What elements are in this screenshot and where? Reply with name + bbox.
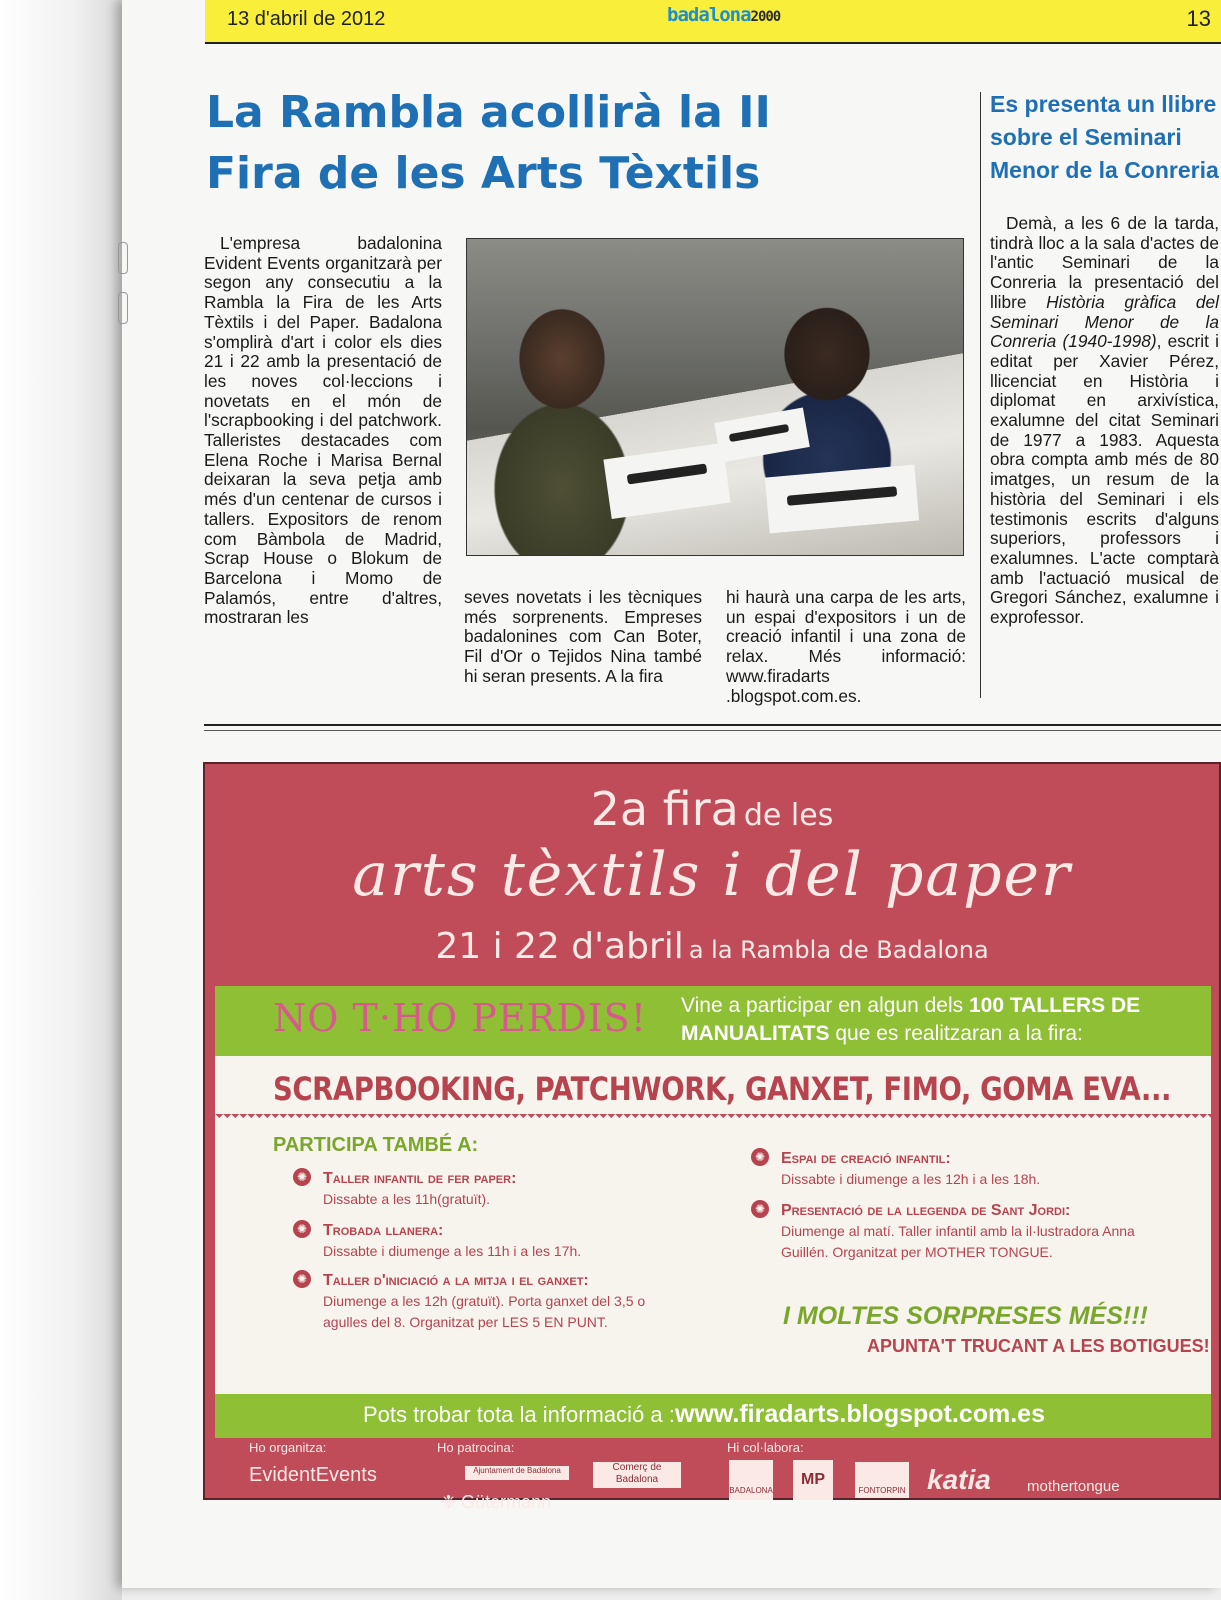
fair-advertisement — [203, 762, 1221, 1512]
invite-bold: 100 TALLERS DE MANUALITATS — [681, 994, 1141, 1045]
sidebar-text-b: , escrit i editat per Xavier Pérez, llicenciat en Història i diplomat en arxivística, exalumne del citat Seminari de 1977 a 1983. Aquesta obra compta amb més de 80 imatges, un resum de la història del Seminari i els testimonis escrits d'alguns superiors, professors i exalumnes. L'acte comptarà amb l'actuació musical de Gregori Sánchez, exalumne i exprofessor. — [990, 331, 1219, 628]
button-bullet-icon: ✺ — [751, 1148, 769, 1166]
activity-item — [754, 1148, 1181, 1190]
activity-title: Taller infantil de fer paper: — [323, 1170, 517, 1187]
ad-dates-big: 21 i 22 d'abril — [435, 926, 684, 967]
activity-text: Dissabte a les 11h(gratuït). — [323, 1191, 491, 1207]
article-photo — [466, 238, 964, 556]
logo-main: badalona — [667, 4, 751, 26]
collab-logo: FONTORPIN — [855, 1462, 909, 1498]
info-text: Pots trobar tota la informació a : — [363, 1402, 675, 1427]
section-rule — [204, 730, 1221, 731]
page-header — [205, 0, 1221, 44]
activity-item — [296, 1168, 743, 1210]
page-edge — [0, 0, 122, 1600]
sidebar-text-a: Demà, a les 6 de la tarda, tindrà lloc a la sala d'actes de l'antic Seminari de la Conreria la presentació del llibre — [990, 213, 1219, 312]
organizer-label: Ho organitza: — [249, 1440, 327, 1455]
ad-fair-dates — [205, 926, 1219, 967]
button-bullet-icon: ✺ — [293, 1168, 311, 1186]
ad-fair-title: arts tèxtils i del paper — [352, 840, 1072, 910]
crafts-list: SCRAPBOOKING, PATCHWORK, GANXET, FIMO, GOMA EVA... — [273, 1070, 1171, 1108]
button-bullet-icon: ✺ — [293, 1270, 311, 1288]
also-heading: PARTICIPA TAMBÉ A: — [273, 1134, 479, 1156]
section-rule — [204, 724, 1221, 726]
ad-info-bar — [215, 1394, 1211, 1438]
ad-fair-number-big: 2a fira — [590, 782, 739, 836]
activity-title: Trobada llanera: — [323, 1222, 444, 1239]
book-title: Història gràfica del Seminari Menor de la Conreria (1940-1998) — [990, 291, 1219, 352]
activity-item — [754, 1200, 1161, 1263]
button-bullet-icon: ✺ — [293, 1220, 311, 1238]
article-column-1: L'empresa badalonina Evident Events organitzarà per segon any consecutiu a la Rambla la Fira de les Arts Tèxtils i del Paper. Badalona s'omplirà d'art i color els dies 21 i 22 amb la presentació de les noves col·leccions i novetats en el món de l'scrapbooking i del patchwork. Talleristes destacades com Elena Roche i Marisa Bernal deixaran la seva petja amb més d'un centenar de cursos i tallers. Expositors de renom com Bàmbola de Madrid, Scrap House o Blokum de Barcelona i Momo de Palamós, entre d'altres, mostraran les — [204, 233, 442, 628]
activity-title: Espai de creació infantil: — [781, 1150, 951, 1167]
organizer-logo: EvidentEvents — [249, 1464, 377, 1486]
invite-text — [681, 992, 1201, 1048]
ad-green-banner — [215, 986, 1211, 1056]
binding-hole — [118, 292, 128, 324]
binding-hole — [118, 242, 128, 274]
article-column-3: hi haurà una carpa de les arts, un espai d'expositors i un de creació infantil i una zona de relax. Més informació: www.firadarts .blogspot.com.es. — [726, 587, 966, 706]
zigzag-divider — [215, 1114, 1211, 1122]
article-column-2: seves novetats i les tècniques més sorprenents. Empreses badalonines com Can Boter, Fil d'Or o Tejidos Nina també hi seran presents. A la fira — [464, 587, 702, 686]
ad-credits — [215, 1440, 1211, 1512]
collab-logo: MP — [793, 1460, 833, 1500]
issue-date: 13 d'abril de 2012 — [227, 8, 386, 30]
dont-miss-text: NO T·HO PERDIS! — [273, 996, 647, 1040]
sponsor-name: Gütermann — [461, 1492, 552, 1512]
sponsor-logo: Ajuntament de Badalona — [465, 1466, 569, 1480]
ad-dates-small: a la Rambla de Badalona — [688, 936, 989, 964]
activity-item — [296, 1220, 743, 1262]
ad-fair-number-small: de les — [743, 798, 834, 833]
activity-title: Taller d'iniciació a la mitja i el ganxet: — [323, 1272, 589, 1289]
logo-sub: 2000 — [750, 9, 781, 25]
activity-text: Diumenge a les 12h (gratuït). Porta ganxet del 3,5 o agulles del 8. Organitzat per LES 5 EN PUNT. — [323, 1293, 646, 1330]
column-divider — [980, 92, 981, 698]
headline-line2: Fira de les Arts Tèxtils — [206, 148, 761, 199]
activity-title: Presentació de la llegenda de Sant Jordi: — [781, 1202, 1071, 1219]
sidebar-headline: Es presenta un llibre sobre el Seminari Menor de la Conreria — [990, 91, 1219, 183]
sidebar-body — [990, 214, 1219, 628]
article-headline — [206, 82, 966, 204]
activity-text: Dissabte i diumenge a les 11h i a les 17h. — [323, 1243, 582, 1259]
activity-item — [296, 1270, 693, 1333]
collab-logo: mothertongue — [1027, 1478, 1120, 1495]
sponsor-logo: ❉ Gütermann — [441, 1492, 552, 1512]
invite-a: Vine a participar en algun dels — [681, 994, 969, 1017]
ad-fair-number — [205, 782, 1219, 836]
sponsor-logo: Comerç de Badalona — [593, 1462, 681, 1488]
photo-paper-sheet — [603, 443, 730, 519]
newspaper-logo — [667, 4, 780, 26]
collab-logo: BADALONA — [729, 1460, 773, 1500]
activity-text: Diumenge al matí. Taller infantil amb la il·lustradora Anna Guillén. Organitzat per MOTHER TONGUE. — [781, 1223, 1135, 1260]
button-bullet-icon: ✺ — [751, 1200, 769, 1218]
sponsor-label: Ho patrocina: — [437, 1440, 515, 1455]
page-number: 13 — [1186, 6, 1211, 31]
activity-text: Dissabte i diumenge a les 12h i a les 18h. — [781, 1171, 1041, 1187]
invite-b: que es realitzaran a la fira: — [829, 1022, 1083, 1045]
collab-logo: katia — [927, 1464, 991, 1495]
headline-line1: La Rambla acollirà la II — [206, 87, 771, 138]
ad-workshop-panel — [215, 1056, 1211, 1394]
call-shops-text: APUNTA'T TRUCANT A LES BOTIGUES! — [867, 1336, 1210, 1356]
info-url: www.firadarts.blogspot.com.es — [675, 1400, 1045, 1428]
surprise-text: I MOLTES SORPRESES MÉS!!! — [783, 1302, 1148, 1330]
collab-label: Hi col·labora: — [727, 1440, 804, 1455]
